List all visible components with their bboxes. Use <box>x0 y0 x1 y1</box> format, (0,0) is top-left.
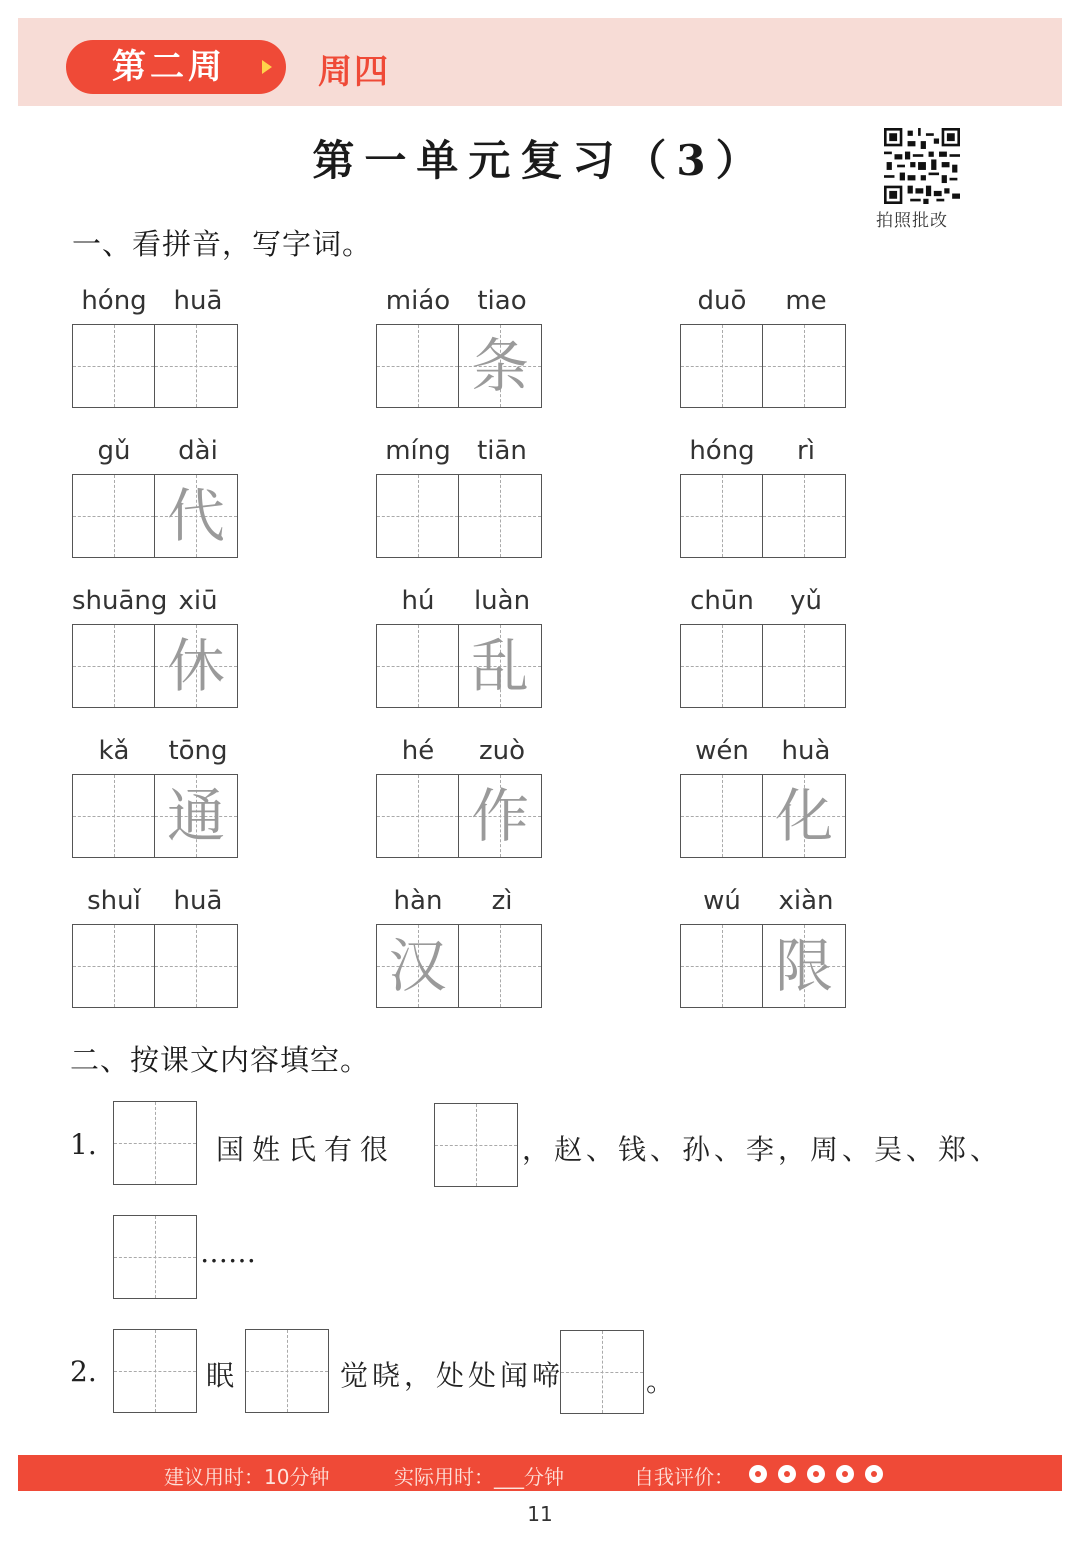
q1-text-3: …… <box>200 1236 256 1269</box>
qr-caption: 拍照批改 <box>876 211 948 231</box>
qr-code-icon[interactable] <box>884 128 960 204</box>
q1-number: 1. <box>70 1128 97 1161</box>
tracing-character <box>681 925 762 1007</box>
tracing-character <box>681 475 762 557</box>
writing-cell[interactable] <box>377 625 459 707</box>
writing-cell[interactable] <box>155 625 237 707</box>
q1-blank-1[interactable] <box>113 1101 197 1185</box>
tracing-character <box>681 325 762 407</box>
tracing-character <box>377 775 458 857</box>
q2-text-2: 觉晓，处处闻啼 <box>340 1359 565 1392</box>
pinyin-syllable: míng <box>385 436 451 466</box>
pinyin-syllable: dài <box>178 436 218 466</box>
pinyin-syllable: hàn <box>393 886 443 916</box>
tian-grid-box <box>680 774 846 858</box>
tian-grid-box <box>680 324 846 408</box>
pinyin-syllable: wén <box>695 736 749 766</box>
writing-cell[interactable] <box>681 325 763 407</box>
suggested-time: 建议用时：10分钟 <box>164 1465 330 1489</box>
writing-cell[interactable] <box>459 925 541 1007</box>
writing-cell[interactable] <box>681 775 763 857</box>
tian-grid-box <box>680 474 846 558</box>
tracing-character <box>73 475 154 557</box>
tracing-character: 汉 <box>388 932 447 1000</box>
tracing-character <box>681 625 762 707</box>
tracing-character: 代 <box>166 482 225 550</box>
tian-grid-box <box>72 324 238 408</box>
tracing-character <box>73 325 154 407</box>
pinyin-syllable: huā <box>173 886 223 916</box>
q2-blank-1[interactable] <box>113 1329 197 1413</box>
tracing-character <box>377 475 458 557</box>
writing-cell[interactable] <box>681 925 763 1007</box>
tian-grid-box <box>72 924 238 1008</box>
writing-cell[interactable] <box>459 625 541 707</box>
pinyin-syllable: tōng <box>168 736 228 766</box>
writing-cell[interactable] <box>377 475 459 557</box>
tracing-character <box>763 325 845 407</box>
writing-cell[interactable] <box>763 625 845 707</box>
pinyin-syllable: hóng <box>81 286 147 316</box>
pinyin-syllable: kǎ <box>98 736 130 766</box>
tracing-character: 休 <box>166 632 225 700</box>
pinyin-syllable: yǔ <box>790 586 822 616</box>
writing-cell[interactable] <box>763 925 845 1007</box>
q1-blank-2[interactable] <box>434 1103 518 1187</box>
tracing-character <box>73 775 154 857</box>
writing-cell[interactable] <box>763 475 845 557</box>
writing-cell[interactable] <box>73 475 155 557</box>
pinyin-syllable: zuò <box>478 736 526 766</box>
pinyin-syllable: chūn <box>690 586 754 616</box>
writing-cell[interactable] <box>681 625 763 707</box>
tracing-character <box>377 625 458 707</box>
pinyin-syllable: wú <box>703 886 741 916</box>
q2-blank-2[interactable] <box>245 1329 329 1413</box>
self-evaluation-label: 自我评价： <box>634 1465 734 1489</box>
tian-grid-box <box>72 774 238 858</box>
q1-text-1: 国姓氏有很 <box>216 1133 397 1166</box>
pinyin-syllable: huà <box>781 736 831 766</box>
writing-cell[interactable] <box>459 775 541 857</box>
writing-cell[interactable] <box>459 325 541 407</box>
tian-grid-box <box>72 624 238 708</box>
tracing-character: 作 <box>470 782 529 850</box>
page-title: 第一单元复习（3） <box>312 136 768 185</box>
page-number: 11 <box>527 1502 553 1526</box>
tracing-character: 乱 <box>470 632 529 700</box>
q2-text-3: 。 <box>646 1365 683 1398</box>
tian-grid-box <box>376 924 542 1008</box>
tracing-character: 通 <box>166 782 225 850</box>
tracing-character: 限 <box>774 932 833 1000</box>
tracing-character <box>73 625 154 707</box>
pinyin-syllable: me <box>785 286 827 316</box>
tracing-character <box>155 925 237 1007</box>
writing-cell[interactable] <box>73 925 155 1007</box>
tian-grid-box <box>680 924 846 1008</box>
pinyin-syllable: shuāng <box>72 586 168 616</box>
writing-cell[interactable] <box>763 775 845 857</box>
week-badge <box>66 40 286 94</box>
writing-cell[interactable] <box>155 925 237 1007</box>
pinyin-syllable: rì <box>797 436 815 466</box>
tian-grid-box <box>376 474 542 558</box>
q2-number: 2. <box>70 1355 97 1388</box>
section1-heading: 一、看拼音，写字词。 <box>72 227 373 261</box>
tian-grid-box <box>680 624 846 708</box>
writing-cell[interactable] <box>155 775 237 857</box>
writing-cell[interactable] <box>377 325 459 407</box>
tracing-character <box>459 925 541 1007</box>
q1-text-2: ，赵、钱、孙、李，周、吴、郑、 <box>522 1133 1003 1166</box>
writing-cell[interactable] <box>155 475 237 557</box>
pinyin-syllable: hú <box>401 586 435 616</box>
pinyin-syllable: zì <box>491 886 513 916</box>
writing-cell[interactable] <box>377 775 459 857</box>
actual-time: 实际用时：___分钟 <box>394 1465 564 1489</box>
writing-cell[interactable] <box>155 325 237 407</box>
pinyin-syllable: xiū <box>178 586 218 616</box>
tian-grid-box <box>376 624 542 708</box>
arrow-right-icon <box>262 60 272 74</box>
pinyin-syllable: duō <box>697 286 747 316</box>
tracing-character <box>155 325 237 407</box>
tracing-character: 条 <box>470 332 529 400</box>
tian-grid-box <box>376 324 542 408</box>
pinyin-syllable: shuǐ <box>87 886 141 916</box>
flower-rating-icon[interactable] <box>746 1463 896 1485</box>
pinyin-syllable: hé <box>401 736 435 766</box>
week-label: 第二周 <box>112 47 226 87</box>
tian-grid-box <box>72 474 238 558</box>
pinyin-syllable: luàn <box>473 586 531 616</box>
writing-cell[interactable] <box>459 475 541 557</box>
tracing-character <box>73 925 154 1007</box>
writing-cell[interactable] <box>73 325 155 407</box>
pinyin-syllable: tiao <box>477 286 527 316</box>
writing-cell[interactable] <box>763 325 845 407</box>
section2-heading: 二、按课文内容填空。 <box>70 1043 371 1077</box>
pinyin-syllable: xiàn <box>778 886 834 916</box>
pinyin-syllable: gǔ <box>97 436 131 466</box>
tian-grid-box <box>376 774 542 858</box>
pinyin-syllable: hóng <box>689 436 755 466</box>
day-label: 周四 <box>318 52 390 92</box>
tracing-character <box>377 325 458 407</box>
writing-cell[interactable] <box>73 625 155 707</box>
q1-blank-3[interactable] <box>113 1215 197 1299</box>
tracing-character <box>763 475 845 557</box>
writing-cell[interactable] <box>377 925 459 1007</box>
q2-blank-3[interactable] <box>560 1330 644 1414</box>
writing-cell[interactable] <box>73 775 155 857</box>
tracing-character <box>459 475 541 557</box>
tracing-character <box>681 775 762 857</box>
tracing-character <box>763 625 845 707</box>
footer-bar <box>18 1455 1062 1491</box>
q2-text-1: 眠 <box>206 1359 243 1392</box>
pinyin-syllable: tiān <box>477 436 527 466</box>
pinyin-syllable: huā <box>173 286 223 316</box>
writing-cell[interactable] <box>681 475 763 557</box>
tracing-character: 化 <box>774 782 833 850</box>
pinyin-syllable: miáo <box>385 286 451 316</box>
